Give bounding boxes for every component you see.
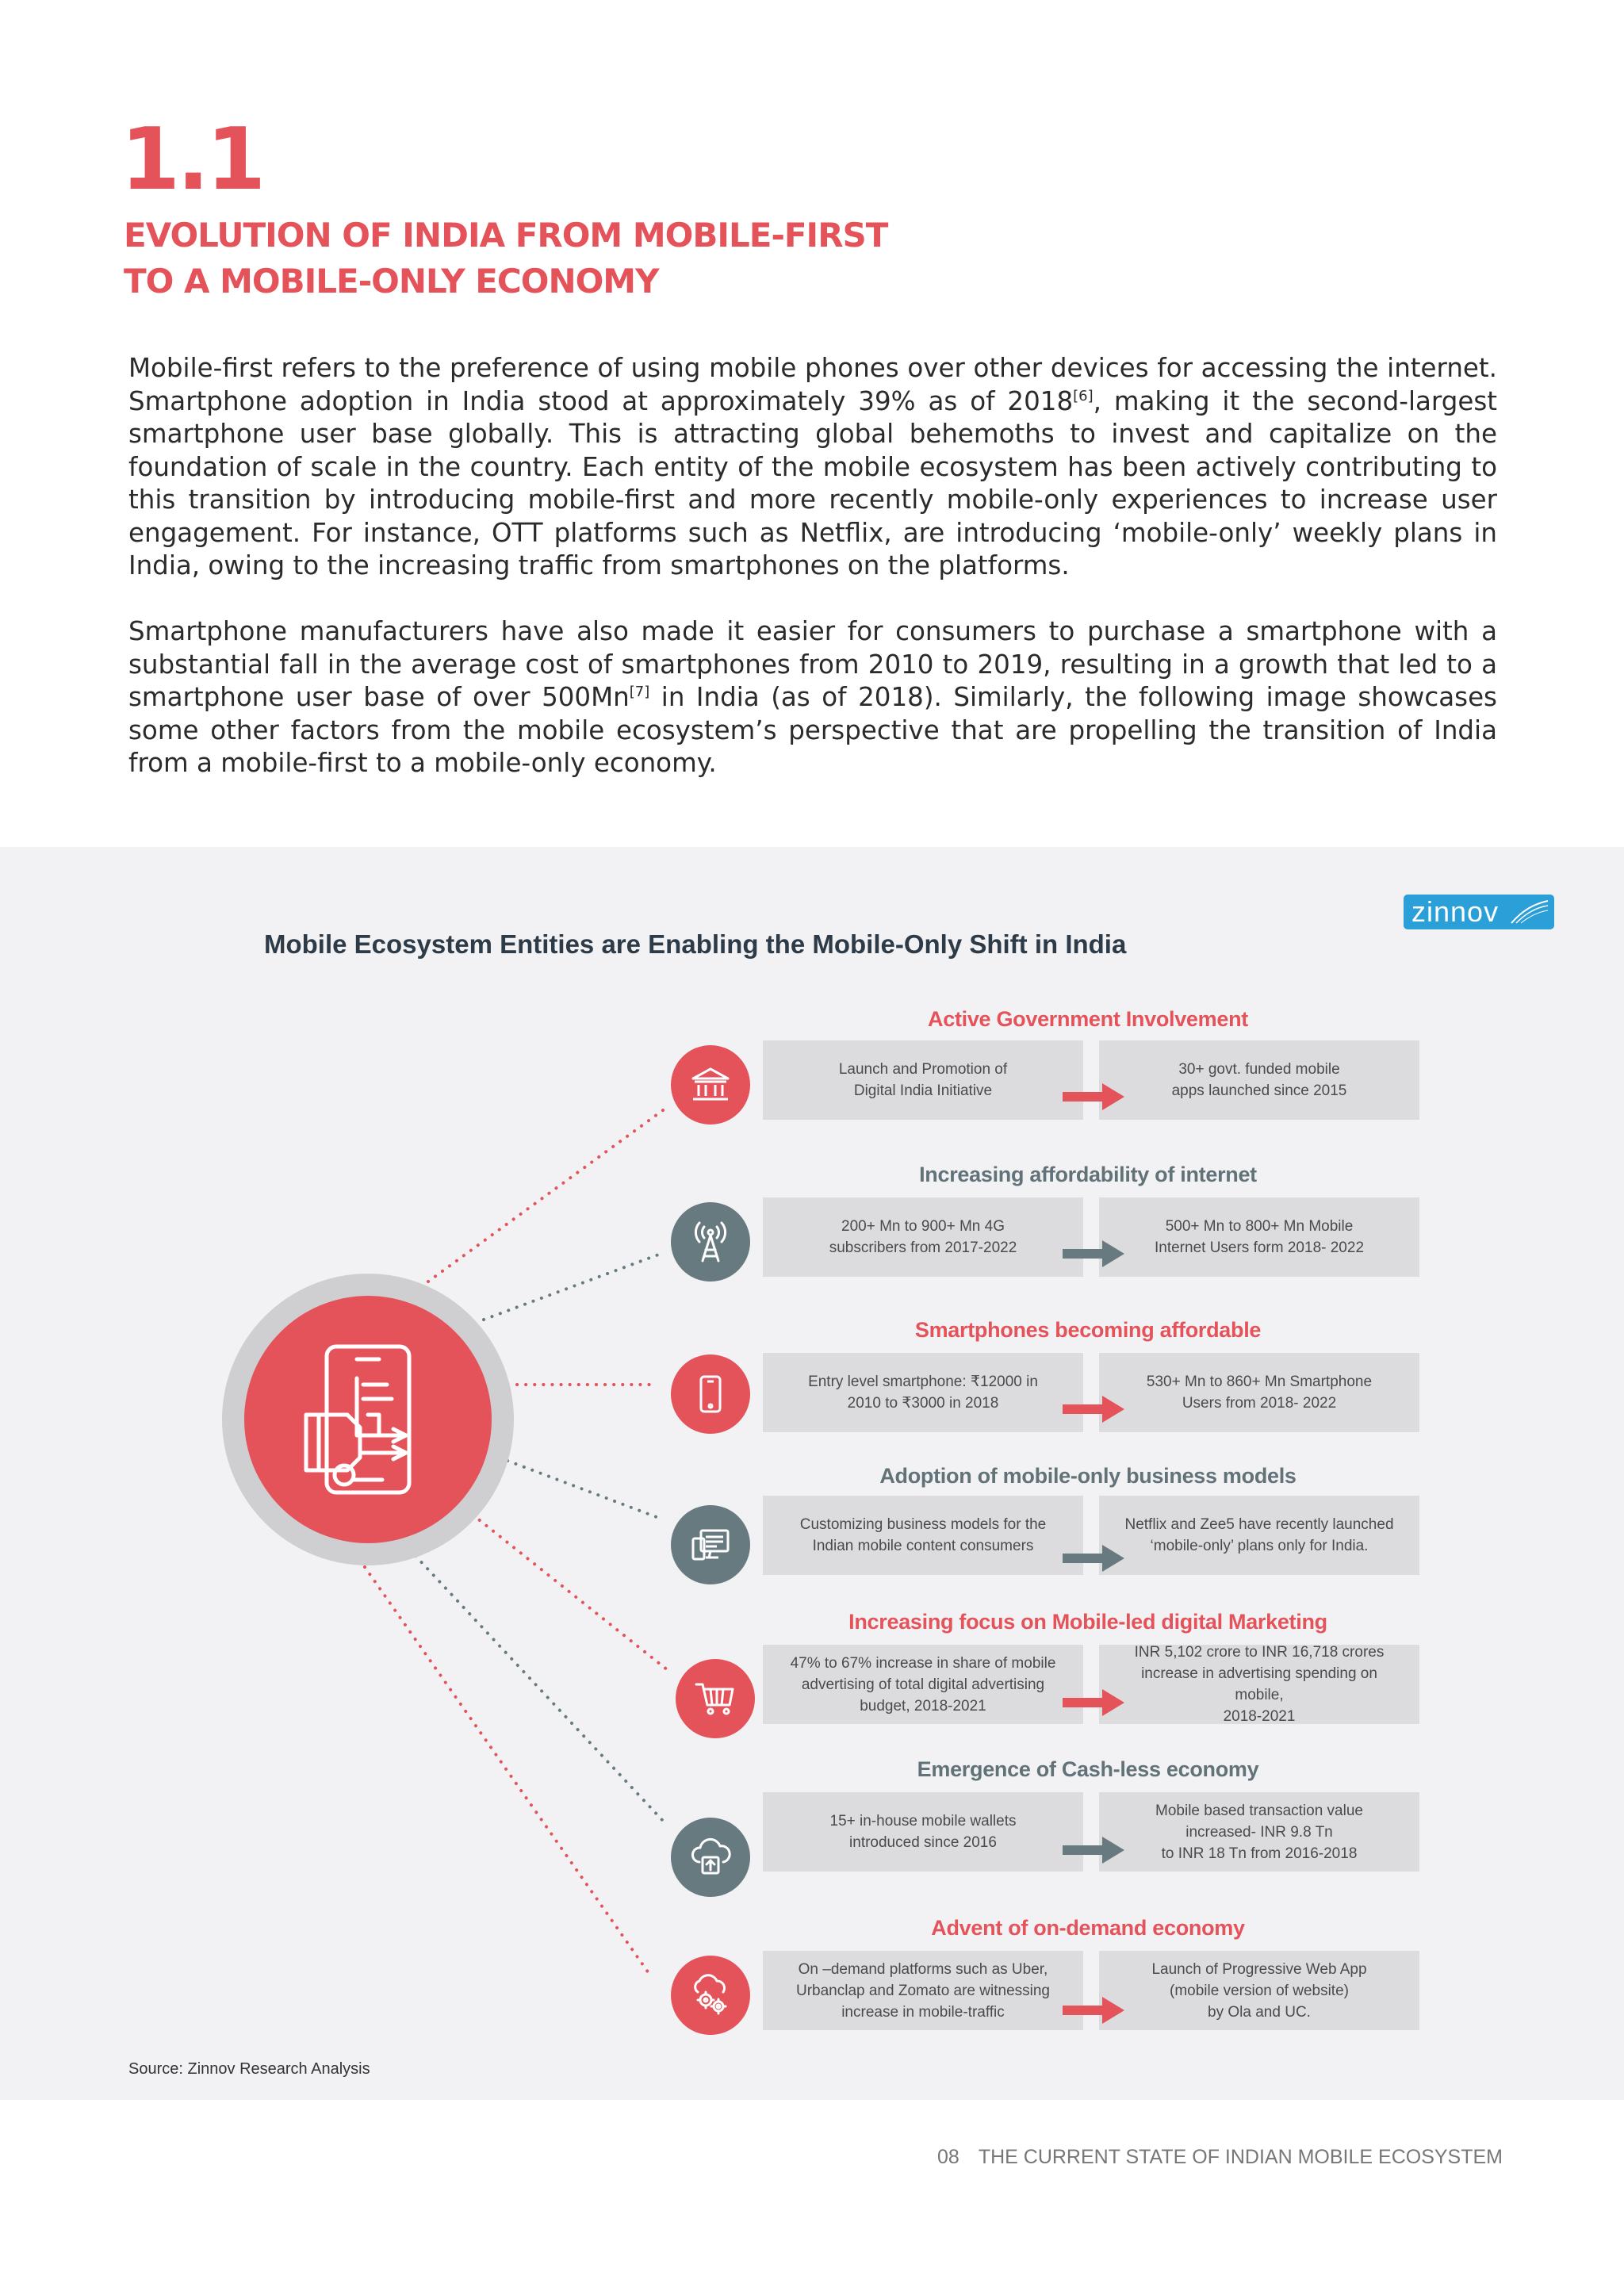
arrow-right-icon	[1063, 1396, 1124, 1423]
category-icon-circle	[676, 1659, 755, 1738]
arrow-right-icon	[1063, 1545, 1124, 1572]
category-icon-circle	[671, 1818, 750, 1897]
footer-text: THE CURRENT STATE OF INDIAN MOBILE ECOSYSTEM	[978, 2146, 1503, 2168]
signal-tower-icon	[688, 1220, 733, 1264]
box-text: Launch of Progressive Web App (mobile version of website) by Ola and UC.	[1151, 1960, 1367, 2021]
citation-ref[interactable]: [7]	[629, 684, 650, 701]
hub-circle	[244, 1296, 492, 1543]
category-title: Increasing focus on Mobile-led digital Marketing	[848, 1610, 1327, 1634]
category-title: Increasing affordability of internet	[919, 1163, 1257, 1186]
arrow-right-icon	[1063, 1083, 1124, 1110]
category-right-box	[1099, 1645, 1419, 1724]
page-number: 08	[937, 2146, 959, 2168]
category-left-box	[763, 1951, 1083, 2030]
connector-line	[428, 1110, 663, 1282]
category-right-box	[1099, 1496, 1419, 1575]
category-right-box	[1099, 1792, 1419, 1872]
box-text: 530+ Mn to 860+ Mn Smartphone Users from 2018- 2022	[1146, 1374, 1373, 1412]
category-title: Smartphones becoming affordable	[914, 1318, 1262, 1342]
smartphone-hand-icon	[244, 1296, 492, 1543]
category-right-box	[1099, 1040, 1419, 1120]
connector-line	[473, 1515, 668, 1670]
box-text: 500+ Mn to 800+ Mn Mobile Internet Users form 2018- 2022	[1154, 1218, 1365, 1256]
arrow-right-icon	[1063, 1997, 1124, 2024]
arrow-right-icon	[1063, 1240, 1124, 1267]
section-number: 1.1	[121, 110, 263, 209]
category-left-box	[763, 1645, 1083, 1724]
category-left-box	[763, 1040, 1083, 1120]
paragraph-text: Smartphone manufacturers have also made it easier for consumers to purchase a smartphone with a substantial fall in the average cost of smartphones from 2010 to 2019, resulting in a growth that led to a smartphone user base of over 500Mn	[128, 616, 1497, 712]
arrow-right-icon	[1063, 1689, 1124, 1716]
box-text: INR 5,102 crore to INR 16,718 crores increase in advertising spending on mobile, 2018-2021	[1134, 1644, 1385, 1725]
category-left-box	[763, 1496, 1083, 1575]
box-text: Launch and Promotion of Digital India Initiative	[838, 1061, 1008, 1099]
category-left-box	[763, 1792, 1083, 1872]
connector-line	[365, 1567, 649, 1973]
box-text: Mobile based transaction value increased- INR 9.8 Tn to INR 18 Tn from 2016-2018	[1155, 1802, 1363, 1862]
category-right-box	[1099, 1951, 1419, 2030]
connector-line	[416, 1556, 663, 1821]
infographic-title: Mobile Ecosystem Entities are Enabling the Mobile-Only Shift in India	[264, 929, 1127, 959]
government-building-icon	[688, 1063, 733, 1107]
category-icon-circle	[671, 1956, 750, 2035]
section-title-line-2: TO A MOBILE-ONLY ECONOMY	[124, 262, 659, 301]
citation-ref[interactable]: [6]	[1073, 387, 1094, 404]
category-left-box	[763, 1353, 1083, 1432]
paragraph-text: in India (as of 2018). Similarly, the following image showcases some other factors from the mobile ecosystem’s perspective that are propelling the transition of India from a mobile-first to a mobile-only economy.	[128, 682, 1497, 778]
category-title: Advent of on-demand economy	[931, 1916, 1245, 1940]
box-text: Netflix and Zee5 have recently launched ‘mobile-only’ plans only for India.	[1124, 1516, 1394, 1554]
category-title: Emergence of Cash-less economy	[917, 1757, 1259, 1781]
cloud-payment-icon	[688, 1835, 733, 1879]
connector-line	[484, 1253, 663, 1320]
box-text: 47% to 67% increase in share of mobile advertising of total digital advertising budget, 2018-2021	[790, 1654, 1056, 1715]
paragraph-text: , making it the second-largest smartphone user base globally. This is attracting global behemoths to invest and capitalize on the foundation of scale in the country. Each entity of the mobile ecosystem has been actively contributing to this transition by introducing mobile-first and more recently mobile-only experiences to increase user engagement. For instance, OTT platforms such as Netflix, are introducing ‘mobile-only’ weekly plans in India, owing to the increasing traffic from smartphones on the platforms.	[128, 385, 1497, 580]
paragraph-text: Mobile-first refers to the preference of using mobile phones over other devices for accessing the internet. Smartphone adoption in India stood at approximately 39% as of 2018	[128, 353, 1497, 416]
category-icon-circle	[671, 1505, 750, 1584]
box-text: Customizing business models for the Indian mobile content consumers	[799, 1516, 1047, 1554]
logo-text: zinnov	[1411, 895, 1500, 928]
category-icon-circle	[671, 1202, 750, 1282]
box-text: Entry level smartphone: ₹12000 in 2010 to ₹3000 in 2018	[808, 1374, 1038, 1412]
category-right-box	[1099, 1197, 1419, 1277]
category-left-box	[763, 1197, 1083, 1277]
box-text: 200+ Mn to 900+ Mn 4G subscribers from 2017-2022	[829, 1218, 1017, 1256]
category-right-box	[1099, 1353, 1419, 1432]
category-title: Adoption of mobile-only business models	[879, 1464, 1297, 1488]
devices-icon	[688, 1523, 733, 1567]
on-demand-gears-icon	[688, 1973, 733, 2017]
shopping-cart-icon	[693, 1676, 737, 1721]
page-footer	[937, 2146, 1503, 2169]
box-text: On –demand platforms such as Uber, Urbanclap and Zomato are witnessing increase in mobile-traffic	[795, 1960, 1050, 2021]
arrow-right-icon	[1063, 1837, 1124, 1864]
box-text: 15+ in-house mobile wallets introduced since 2016	[829, 1813, 1017, 1851]
connector-line	[508, 1461, 663, 1519]
category-title: Active Government Involvement	[928, 1007, 1248, 1031]
source-note: Source: Zinnov Research Analysis	[128, 2060, 370, 2078]
category-icon-circle	[671, 1045, 750, 1125]
category-icon-circle	[671, 1354, 750, 1434]
box-text: 30+ govt. funded mobile apps launched since 2015	[1171, 1061, 1347, 1099]
smartphone-icon	[688, 1372, 733, 1416]
section-title-line-1: EVOLUTION OF INDIA FROM MOBILE-FIRST	[124, 216, 888, 255]
